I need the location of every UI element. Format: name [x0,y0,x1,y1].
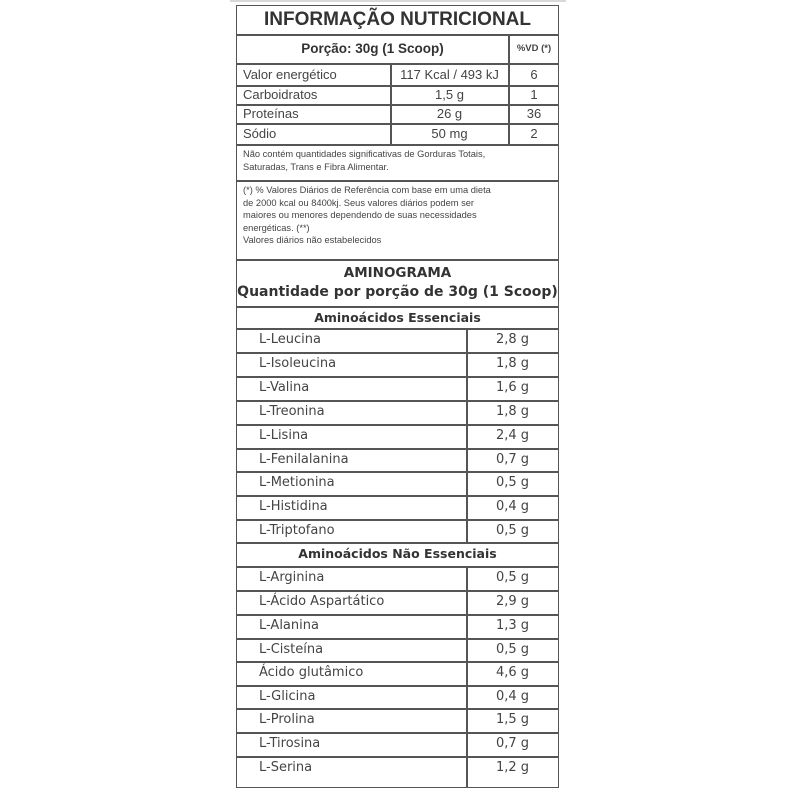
divider [236,144,559,146]
nutrition-row [236,85,559,104]
amino-name: L-Metionina [259,475,335,490]
nutrient-name: Carboidratos [243,87,318,102]
nutrient-name: Valor energético [243,67,337,82]
nutrition-footnote [243,184,555,247]
amino-name: L-Leucina [259,332,321,347]
nutrient-vd: 2 [530,126,538,141]
amino-row [236,708,559,732]
amino-value: 1,8 g [495,356,530,371]
footnote-line: (*) % Valores Diários de Referência com base em uma dieta [243,185,491,195]
amino-row [236,376,559,400]
nutrition-title: INFORMAÇÃO NUTRICIONAL [263,9,532,30]
amino-row [236,328,559,352]
amino-name: L-Prolina [259,712,315,727]
amino-value: 0,5 g [495,475,530,490]
amino-value: 2,9 g [495,594,530,609]
amino-value: 2,8 g [495,332,530,347]
amino-name: L-Alanina [259,618,319,633]
amino-row [236,519,559,542]
amino-name: L-Valina [259,380,310,395]
amino-row [236,448,559,471]
amino-value: 2,4 g [495,428,530,443]
footnote-line: energéticas. (**) [243,222,310,233]
portion-label: Porção: 30g (1 Scoop) [301,41,444,56]
amino-value: 1,2 g [495,760,530,775]
nutrient-name: Sódio [243,126,277,141]
note-line: Não contém quantidades significativas de Gorduras Totais, [243,149,486,159]
amino-name: L-Isoleucina [259,356,337,371]
amino-name: L-Triptofano [259,523,335,538]
amino-row [236,424,559,448]
amino-value: 0,4 g [495,689,530,704]
amino-value: 0,4 g [495,499,530,514]
nutrient-vd: 1 [530,87,538,102]
amino-value: 1,5 g [495,712,530,727]
amino-row [236,638,559,661]
vd-header: %VD (*) [516,43,552,54]
amino-row [236,400,559,424]
amino-row [236,566,559,590]
note-line: Saturadas, Trans e Fibra Alimentar. [243,161,389,172]
amino-value: 1,6 g [495,380,530,395]
amino-name: L-Arginina [259,570,325,585]
nonessential-header: Aminoácidos Não Essenciais [298,546,497,561]
essential-header: Aminoácidos Essenciais [314,310,481,325]
nutrient-value: 26 g [436,106,463,121]
footnote-line: Valores diários não estabelecidos [243,235,382,245]
divider [236,306,559,308]
amino-value: 0,5 g [495,523,530,538]
amino-row [236,471,559,495]
divider [236,542,559,544]
aminograma-title: AMINOGRAMA [343,265,452,281]
amino-name: Ácido glutâmico [259,665,364,680]
amino-value: 1,3 g [495,618,530,633]
nutrient-vd: 36 [526,106,542,121]
amino-name: L-Cisteína [259,642,324,657]
amino-value: 4,6 g [495,665,530,680]
amino-value: 0,5 g [495,570,530,585]
column-divider [466,566,468,787]
column-divider [508,64,510,144]
amino-name: L-Treonina [259,404,325,419]
nutrition-row [236,123,559,144]
footnote-line: maiores ou menores dependendo de suas necessidades [243,210,477,220]
amino-row [236,590,559,614]
nutrient-name: Proteínas [243,106,299,121]
nutrition-row [236,104,559,123]
amino-name: L-Tirosina [259,736,321,751]
amino-row [236,756,559,787]
amino-value: 1,8 g [495,404,530,419]
amino-value: 0,7 g [495,736,530,751]
amino-name: L-Glicina [259,689,316,704]
nutrient-value: 1,5 g [435,87,464,102]
divider [236,180,559,182]
amino-name: L-Histidina [259,499,328,514]
footnote-line: de 2000 kcal ou 8400kj. Seus valores diários podem ser [243,197,475,208]
amino-row [236,495,559,519]
amino-row [236,352,559,376]
amino-name: L-Serina [259,760,313,775]
amino-value: 0,5 g [495,642,530,657]
aminograma-subtitle: Quantidade por porção de 30g (1 Scoop) [237,284,558,300]
amino-row [236,685,559,708]
nutrient-vd: 6 [530,67,538,82]
amino-name: L-Ácido Aspartático [259,594,385,609]
column-divider [390,64,392,144]
nutrition-row [236,64,559,85]
amino-row [236,661,559,685]
amino-row [236,614,559,638]
amino-value: 0,7 g [495,452,530,467]
nutrient-value: 50 mg [431,126,468,141]
nutrient-value: 117 Kcal / 493 kJ [400,67,499,82]
column-divider [466,328,468,542]
divider [236,259,559,261]
amino-row [236,732,559,756]
amino-name: L-Lisina [259,428,309,443]
column-divider [508,35,510,63]
nutrition-note [243,148,555,173]
top-divider [230,0,566,2]
amino-name: L-Fenilalanina [259,452,349,467]
